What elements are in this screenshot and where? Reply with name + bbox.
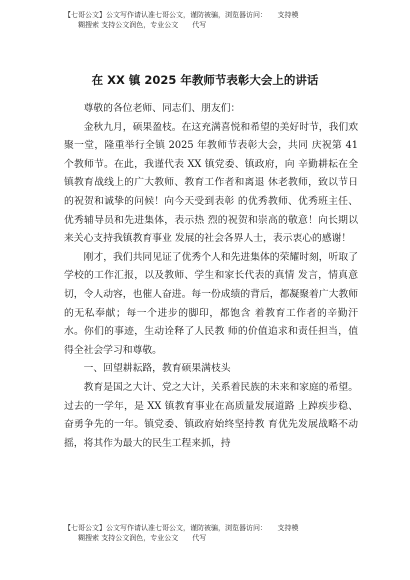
footer-note-line-2: 糊搜索 支持公文润色，专业公文 代写: [78, 534, 207, 542]
header-note-line-1: 【七哥公文】公文写作请认准七哥公文，谨防被骗，浏览器访问： 支持模: [64, 11, 299, 19]
header-watermark-note: [64, 10, 364, 30]
footer-watermark-note: [64, 523, 364, 543]
body-paragraph: 教育是国之大计、党之大计，关系着民族的未来和家庭的希望。过去的一学年，是 XX 镇教育事业在高质量发展道路 上踔疾步稳、奋勇争先的一年。镇党委、镇政府始终坚持教 育优先发展战略不动摇，将其作为最大的民生工程来抓，持: [64, 381, 358, 449]
document-title: 在 XX 镇 2025 年教师节表彰大会上的讲话: [91, 73, 319, 87]
footer-note-line-1: 【七哥公文】公文写作请认准七哥公文，谨防被骗，浏览器访问： 支持模: [64, 524, 299, 532]
body-paragraph: 刚才，我们共同见证了优秀个人和先进集体的荣耀时刻，听取了学校的工作汇报，以及教师、学生和家长代表的真情 发言，情真意切，令人动容，也催人奋进。每一份成绩的背后，都凝聚着广大教师的无私奉献；每一个进步的脚印，都饱含 着教育工作者的辛勤汗水。你们的事迹，生动诠释了人民教 师的价值追求和责任担当，值得全社会学习和尊敬。: [64, 251, 358, 356]
header-note-line-2: 糊搜索 支持公文润色，专业公文 代写: [78, 21, 207, 29]
document-body: [64, 100, 358, 453]
body-paragraph: 金秋九月，硕果盈枝。在这充满喜悦和希望的美好时节，我们欢聚一堂，隆重举行全镇 2025 年教师节表彰大会，共同 庆祝第 41 个教师节。在此，我谨代表 XX 镇党委、镇政府，向 辛勤耕耘在全镇教育战线上的广大教师、教育工作者和离退 休老教师，致以节日的祝贺和诚挚的问候！向今天受到表彰 的优秀教师、优秀班主任、优秀辅导员和先进集体，表示热 烈的祝贺和崇高的敬意！向长期以来关心支持我镇教育事业 发展的社会各界人士，表示衷心的感谢！: [64, 121, 358, 245]
salutation: 尊敬的各位老师、同志们、朋友们：: [83, 103, 241, 114]
section-heading: 一、回望耕耘路，教育硕果满枝头: [83, 363, 231, 375]
